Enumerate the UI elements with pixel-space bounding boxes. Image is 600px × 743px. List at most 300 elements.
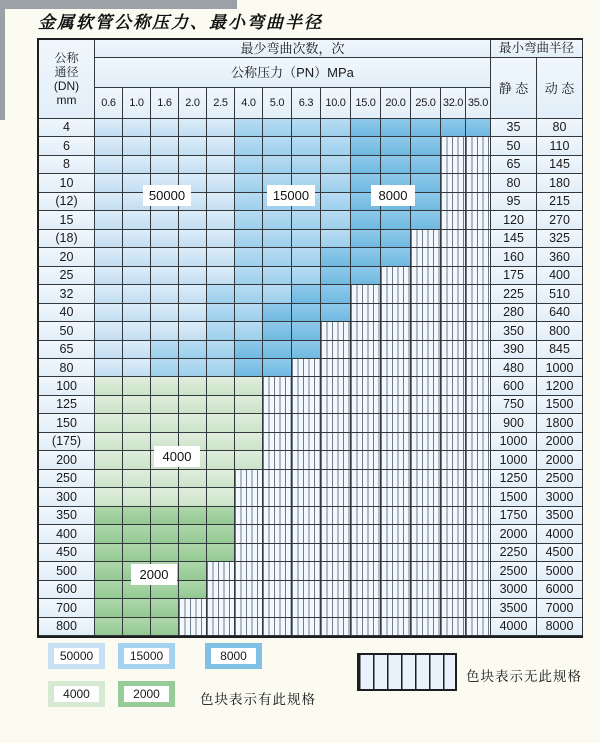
- legend-hatch-sample: [357, 653, 457, 691]
- no-spec-cell: [411, 544, 441, 562]
- spec-cell-50000: [95, 359, 123, 377]
- dynamic-radius-cell: 400: [537, 267, 583, 285]
- spec-cell-15000: [321, 119, 351, 137]
- pressure-tick: 10.0: [321, 88, 351, 119]
- spec-cell-50000: [207, 248, 235, 266]
- spec-cell-2000: [95, 507, 123, 525]
- no-spec-cell: [466, 267, 491, 285]
- no-spec-cell: [351, 544, 381, 562]
- spec-cell-4000: [151, 377, 179, 395]
- no-spec-cell: [411, 341, 441, 359]
- spec-cell-2000: [179, 525, 207, 543]
- zone-label-50000: 50000: [143, 185, 191, 206]
- spec-cell-4000: [123, 451, 151, 469]
- spec-cell-15000: [235, 304, 263, 322]
- spec-cell-2000: [151, 618, 179, 636]
- spec-cell-4000: [235, 396, 263, 414]
- static-radius-cell: 95: [491, 193, 537, 211]
- no-spec-cell: [466, 396, 491, 414]
- no-spec-cell: [466, 433, 491, 451]
- spec-cell-4000: [95, 377, 123, 395]
- spec-cell-50000: [123, 341, 151, 359]
- spec-cell-50000: [123, 359, 151, 377]
- dynamic-radius-cell: 3500: [537, 507, 583, 525]
- spec-cell-50000: [95, 156, 123, 174]
- spec-cell-15000: [292, 137, 321, 155]
- spec-cell-50000: [95, 322, 123, 340]
- no-spec-cell: [207, 599, 235, 617]
- no-spec-cell: [351, 525, 381, 543]
- static-radius-cell: 350: [491, 322, 537, 340]
- no-spec-cell: [321, 341, 351, 359]
- spec-cell-4000: [123, 414, 151, 432]
- spec-cell-15000: [321, 174, 351, 192]
- spec-cell-8000: [321, 248, 351, 266]
- dn-cell: 125: [39, 396, 95, 414]
- spec-cell-50000: [207, 174, 235, 192]
- legend-chip-label: 2000: [124, 686, 169, 702]
- static-radius-cell: 225: [491, 285, 537, 303]
- spec-cell-4000: [95, 488, 123, 506]
- spec-cell-15000: [235, 137, 263, 155]
- page-title: 金属软管公称压力、最小弯曲半径: [38, 13, 323, 33]
- no-spec-cell: [207, 618, 235, 636]
- spec-cell-50000: [95, 174, 123, 192]
- spec-cell-15000: [151, 341, 179, 359]
- spec-cell-4000: [123, 488, 151, 506]
- spec-cell-15000: [207, 341, 235, 359]
- no-spec-cell: [441, 156, 466, 174]
- spec-cell-15000: [263, 267, 292, 285]
- spec-cell-8000: [351, 156, 381, 174]
- dynamic-radius-cell: 800: [537, 322, 583, 340]
- spec-cell-50000: [123, 119, 151, 137]
- pressure-tick: 6.3: [292, 88, 321, 119]
- no-spec-cell: [381, 488, 411, 506]
- no-spec-cell: [235, 581, 263, 599]
- dynamic-radius-cell: 5000: [537, 562, 583, 580]
- no-spec-cell: [411, 267, 441, 285]
- dynamic-radius-cell: 110: [537, 137, 583, 155]
- spec-cell-50000: [123, 267, 151, 285]
- no-spec-cell: [466, 341, 491, 359]
- spec-cell-8000: [321, 267, 351, 285]
- no-spec-cell: [263, 414, 292, 432]
- spec-cell-15000: [321, 156, 351, 174]
- dynamic-radius-cell: 3000: [537, 488, 583, 506]
- dynamic-radius-cell: 215: [537, 193, 583, 211]
- spec-cell-50000: [151, 137, 179, 155]
- spec-cell-50000: [95, 137, 123, 155]
- legend-chip-4000: [48, 681, 105, 707]
- static-radius-cell: 480: [491, 359, 537, 377]
- spec-cell-50000: [179, 322, 207, 340]
- dn-column-header: [39, 40, 95, 119]
- no-spec-cell: [321, 377, 351, 395]
- spec-cell-8000: [263, 322, 292, 340]
- spec-cell-8000: [263, 359, 292, 377]
- no-spec-cell: [441, 470, 466, 488]
- no-spec-cell: [466, 359, 491, 377]
- no-spec-cell: [466, 248, 491, 266]
- spec-cell-50000: [151, 156, 179, 174]
- no-spec-cell: [441, 137, 466, 155]
- no-spec-cell: [411, 507, 441, 525]
- no-spec-cell: [441, 599, 466, 617]
- spec-cell-50000: [179, 211, 207, 229]
- spec-cell-4000: [151, 396, 179, 414]
- spec-cell-50000: [151, 304, 179, 322]
- spec-cell-8000: [411, 156, 441, 174]
- dn-cell: 250: [39, 470, 95, 488]
- spec-cell-15000: [263, 230, 292, 248]
- no-spec-cell: [292, 451, 321, 469]
- spec-cell-4000: [207, 470, 235, 488]
- spec-cell-50000: [95, 341, 123, 359]
- no-spec-cell: [207, 562, 235, 580]
- dynamic-column-header: 动 态: [537, 58, 583, 119]
- pressure-table: [37, 38, 583, 638]
- dynamic-radius-cell: 7000: [537, 599, 583, 617]
- no-spec-cell: [235, 618, 263, 636]
- spec-cell-4000: [179, 488, 207, 506]
- no-spec-cell: [321, 488, 351, 506]
- static-radius-cell: 4000: [491, 618, 537, 636]
- no-spec-cell: [381, 562, 411, 580]
- spec-cell-15000: [321, 230, 351, 248]
- no-spec-cell: [466, 304, 491, 322]
- spec-cell-2000: [207, 507, 235, 525]
- dn-cell: 700: [39, 599, 95, 617]
- no-spec-cell: [411, 488, 441, 506]
- dn-cell: 300: [39, 488, 95, 506]
- no-spec-cell: [321, 599, 351, 617]
- spec-cell-4000: [95, 396, 123, 414]
- no-spec-cell: [381, 322, 411, 340]
- spec-cell-8000: [292, 285, 321, 303]
- no-spec-cell: [351, 562, 381, 580]
- spec-cell-15000: [292, 267, 321, 285]
- spec-cell-2000: [207, 544, 235, 562]
- legend-chip-8000: [205, 643, 262, 669]
- no-spec-cell: [381, 544, 411, 562]
- dynamic-radius-cell: 510: [537, 285, 583, 303]
- spec-cell-15000: [321, 193, 351, 211]
- dn-header-line: 通径: [54, 65, 79, 79]
- dynamic-radius-cell: 1800: [537, 414, 583, 432]
- spec-cell-8000: [292, 304, 321, 322]
- dn-cell: 400: [39, 525, 95, 543]
- spec-cell-4000: [123, 377, 151, 395]
- no-spec-cell: [351, 618, 381, 636]
- no-spec-cell: [441, 581, 466, 599]
- no-spec-cell: [321, 470, 351, 488]
- spec-cell-8000: [263, 304, 292, 322]
- no-spec-cell: [292, 618, 321, 636]
- dn-cell: 10: [39, 174, 95, 192]
- no-spec-cell: [441, 396, 466, 414]
- no-spec-cell: [466, 470, 491, 488]
- spec-cell-4000: [207, 414, 235, 432]
- no-spec-cell: [466, 137, 491, 155]
- zone-label-2000: 2000: [131, 564, 177, 585]
- spec-cell-15000: [207, 322, 235, 340]
- no-spec-cell: [263, 581, 292, 599]
- spec-cell-4000: [179, 377, 207, 395]
- spec-cell-4000: [151, 488, 179, 506]
- static-radius-cell: 160: [491, 248, 537, 266]
- no-spec-cell: [235, 525, 263, 543]
- spec-cell-4000: [179, 396, 207, 414]
- static-radius-cell: 750: [491, 396, 537, 414]
- static-radius-cell: 35: [491, 119, 537, 137]
- spec-cell-15000: [207, 304, 235, 322]
- spec-cell-50000: [179, 285, 207, 303]
- spec-cell-8000: [292, 322, 321, 340]
- dynamic-radius-cell: 325: [537, 230, 583, 248]
- no-spec-cell: [466, 174, 491, 192]
- spec-cell-50000: [95, 285, 123, 303]
- no-spec-cell: [292, 581, 321, 599]
- spec-cell-8000: [351, 119, 381, 137]
- spec-cell-50000: [123, 230, 151, 248]
- no-spec-cell: [441, 267, 466, 285]
- no-spec-cell: [466, 285, 491, 303]
- spec-cell-8000: [292, 341, 321, 359]
- spec-cell-50000: [179, 119, 207, 137]
- dn-cell: (18): [39, 230, 95, 248]
- no-spec-cell: [381, 359, 411, 377]
- no-spec-cell: [351, 488, 381, 506]
- no-spec-cell: [466, 618, 491, 636]
- spec-cell-2000: [179, 544, 207, 562]
- no-spec-cell: [351, 433, 381, 451]
- no-spec-cell: [263, 377, 292, 395]
- dn-cell: 50: [39, 322, 95, 340]
- spec-cell-50000: [123, 285, 151, 303]
- no-spec-cell: [411, 433, 441, 451]
- dn-cell: 800: [39, 618, 95, 636]
- static-radius-cell: 390: [491, 341, 537, 359]
- no-spec-cell: [411, 359, 441, 377]
- legend-present-note: 色块表示有此规格: [200, 692, 316, 707]
- no-spec-cell: [263, 599, 292, 617]
- spec-cell-2000: [95, 562, 123, 580]
- static-radius-cell: 145: [491, 230, 537, 248]
- static-radius-cell: 65: [491, 156, 537, 174]
- no-spec-cell: [381, 470, 411, 488]
- spec-cell-2000: [207, 525, 235, 543]
- spec-cell-8000: [263, 341, 292, 359]
- no-spec-cell: [381, 341, 411, 359]
- spec-cell-8000: [381, 119, 411, 137]
- no-spec-cell: [321, 544, 351, 562]
- no-spec-cell: [411, 285, 441, 303]
- no-spec-cell: [466, 414, 491, 432]
- spec-cell-2000: [123, 544, 151, 562]
- spec-cell-4000: [207, 451, 235, 469]
- dynamic-radius-cell: 2500: [537, 470, 583, 488]
- spec-cell-8000: [411, 193, 441, 211]
- spec-cell-4000: [123, 470, 151, 488]
- no-spec-cell: [321, 396, 351, 414]
- spec-cell-15000: [263, 248, 292, 266]
- dn-cell: 500: [39, 562, 95, 580]
- dn-cell: (12): [39, 193, 95, 211]
- dn-cell: 6: [39, 137, 95, 155]
- spec-cell-50000: [151, 267, 179, 285]
- no-spec-cell: [381, 396, 411, 414]
- spec-cell-8000: [411, 119, 441, 137]
- static-radius-cell: 1750: [491, 507, 537, 525]
- dynamic-radius-cell: 8000: [537, 618, 583, 636]
- no-spec-cell: [411, 248, 441, 266]
- no-spec-cell: [292, 562, 321, 580]
- spec-cell-50000: [95, 211, 123, 229]
- dn-header-line: mm: [56, 93, 77, 107]
- no-spec-cell: [292, 377, 321, 395]
- no-spec-cell: [351, 451, 381, 469]
- spec-cell-50000: [151, 322, 179, 340]
- spec-cell-15000: [263, 137, 292, 155]
- spec-cell-8000: [351, 230, 381, 248]
- spec-cell-15000: [263, 119, 292, 137]
- radius-header: 最小弯曲半径: [491, 40, 583, 58]
- spec-cell-8000: [235, 359, 263, 377]
- static-radius-cell: 50: [491, 137, 537, 155]
- no-spec-cell: [411, 451, 441, 469]
- no-spec-cell: [381, 581, 411, 599]
- spec-cell-2000: [95, 544, 123, 562]
- dn-cell: 4: [39, 119, 95, 137]
- spec-cell-15000: [263, 156, 292, 174]
- no-spec-cell: [381, 267, 411, 285]
- spec-cell-15000: [321, 137, 351, 155]
- no-spec-cell: [381, 285, 411, 303]
- spec-cell-2000: [95, 581, 123, 599]
- no-spec-cell: [441, 193, 466, 211]
- spec-cell-4000: [207, 488, 235, 506]
- spec-cell-8000: [466, 119, 491, 137]
- spec-cell-4000: [207, 433, 235, 451]
- no-spec-cell: [466, 562, 491, 580]
- no-spec-cell: [411, 322, 441, 340]
- no-spec-cell: [351, 581, 381, 599]
- no-spec-cell: [263, 525, 292, 543]
- spec-cell-50000: [123, 304, 151, 322]
- no-spec-cell: [292, 507, 321, 525]
- spec-cell-2000: [151, 525, 179, 543]
- no-spec-cell: [263, 544, 292, 562]
- zone-label-15000: 15000: [267, 185, 315, 206]
- spec-cell-2000: [179, 562, 207, 580]
- no-spec-cell: [292, 488, 321, 506]
- spec-cell-2000: [95, 599, 123, 617]
- spec-cell-4000: [95, 451, 123, 469]
- dn-cell: 150: [39, 414, 95, 432]
- scan-artifact-left: [0, 0, 5, 120]
- spec-cell-50000: [151, 230, 179, 248]
- spec-cell-15000: [179, 359, 207, 377]
- no-spec-cell: [411, 618, 441, 636]
- no-spec-cell: [411, 377, 441, 395]
- spec-cell-50000: [95, 230, 123, 248]
- no-spec-cell: [441, 433, 466, 451]
- pressure-tick: 5.0: [263, 88, 292, 119]
- spec-cell-50000: [95, 119, 123, 137]
- no-spec-cell: [381, 304, 411, 322]
- spec-cell-2000: [179, 581, 207, 599]
- spec-cell-50000: [179, 137, 207, 155]
- spec-cell-50000: [179, 230, 207, 248]
- no-spec-cell: [292, 525, 321, 543]
- no-spec-cell: [321, 507, 351, 525]
- dn-cell: 20: [39, 248, 95, 266]
- spec-cell-4000: [151, 414, 179, 432]
- no-spec-cell: [441, 304, 466, 322]
- dn-cell: 200: [39, 451, 95, 469]
- spec-cell-8000: [411, 211, 441, 229]
- static-radius-cell: 2000: [491, 525, 537, 543]
- spec-cell-2000: [123, 525, 151, 543]
- spec-cell-15000: [235, 174, 263, 192]
- no-spec-cell: [235, 470, 263, 488]
- spec-cell-50000: [179, 156, 207, 174]
- legend-absent-note: 色块表示无此规格: [466, 669, 582, 684]
- no-spec-cell: [321, 525, 351, 543]
- spec-cell-15000: [321, 211, 351, 229]
- spec-cell-8000: [381, 156, 411, 174]
- static-column-header: 静 态: [491, 58, 537, 119]
- spec-cell-50000: [207, 230, 235, 248]
- spec-cell-50000: [207, 267, 235, 285]
- no-spec-cell: [321, 562, 351, 580]
- spec-cell-50000: [179, 267, 207, 285]
- dynamic-radius-cell: 1200: [537, 377, 583, 395]
- no-spec-cell: [292, 470, 321, 488]
- dn-cell: 65: [39, 341, 95, 359]
- no-spec-cell: [321, 359, 351, 377]
- no-spec-cell: [411, 230, 441, 248]
- spec-cell-8000: [381, 230, 411, 248]
- no-spec-cell: [441, 285, 466, 303]
- no-spec-cell: [441, 488, 466, 506]
- no-spec-cell: [292, 414, 321, 432]
- dn-header-line: 公称: [54, 51, 79, 65]
- no-spec-cell: [441, 322, 466, 340]
- dn-cell: 450: [39, 544, 95, 562]
- no-spec-cell: [351, 359, 381, 377]
- spec-cell-15000: [235, 211, 263, 229]
- no-spec-cell: [235, 488, 263, 506]
- no-spec-cell: [263, 507, 292, 525]
- spec-cell-50000: [179, 304, 207, 322]
- legend-chip-label: 4000: [54, 686, 99, 702]
- spec-cell-2000: [151, 507, 179, 525]
- no-spec-cell: [351, 507, 381, 525]
- dn-cell: 600: [39, 581, 95, 599]
- no-spec-cell: [441, 211, 466, 229]
- spec-cell-15000: [292, 211, 321, 229]
- no-spec-cell: [235, 599, 263, 617]
- spec-cell-15000: [207, 359, 235, 377]
- no-spec-cell: [441, 544, 466, 562]
- spec-cell-4000: [123, 433, 151, 451]
- spec-cell-8000: [235, 341, 263, 359]
- legend-chip-label: 15000: [124, 648, 169, 664]
- spec-cell-15000: [235, 156, 263, 174]
- no-spec-cell: [441, 230, 466, 248]
